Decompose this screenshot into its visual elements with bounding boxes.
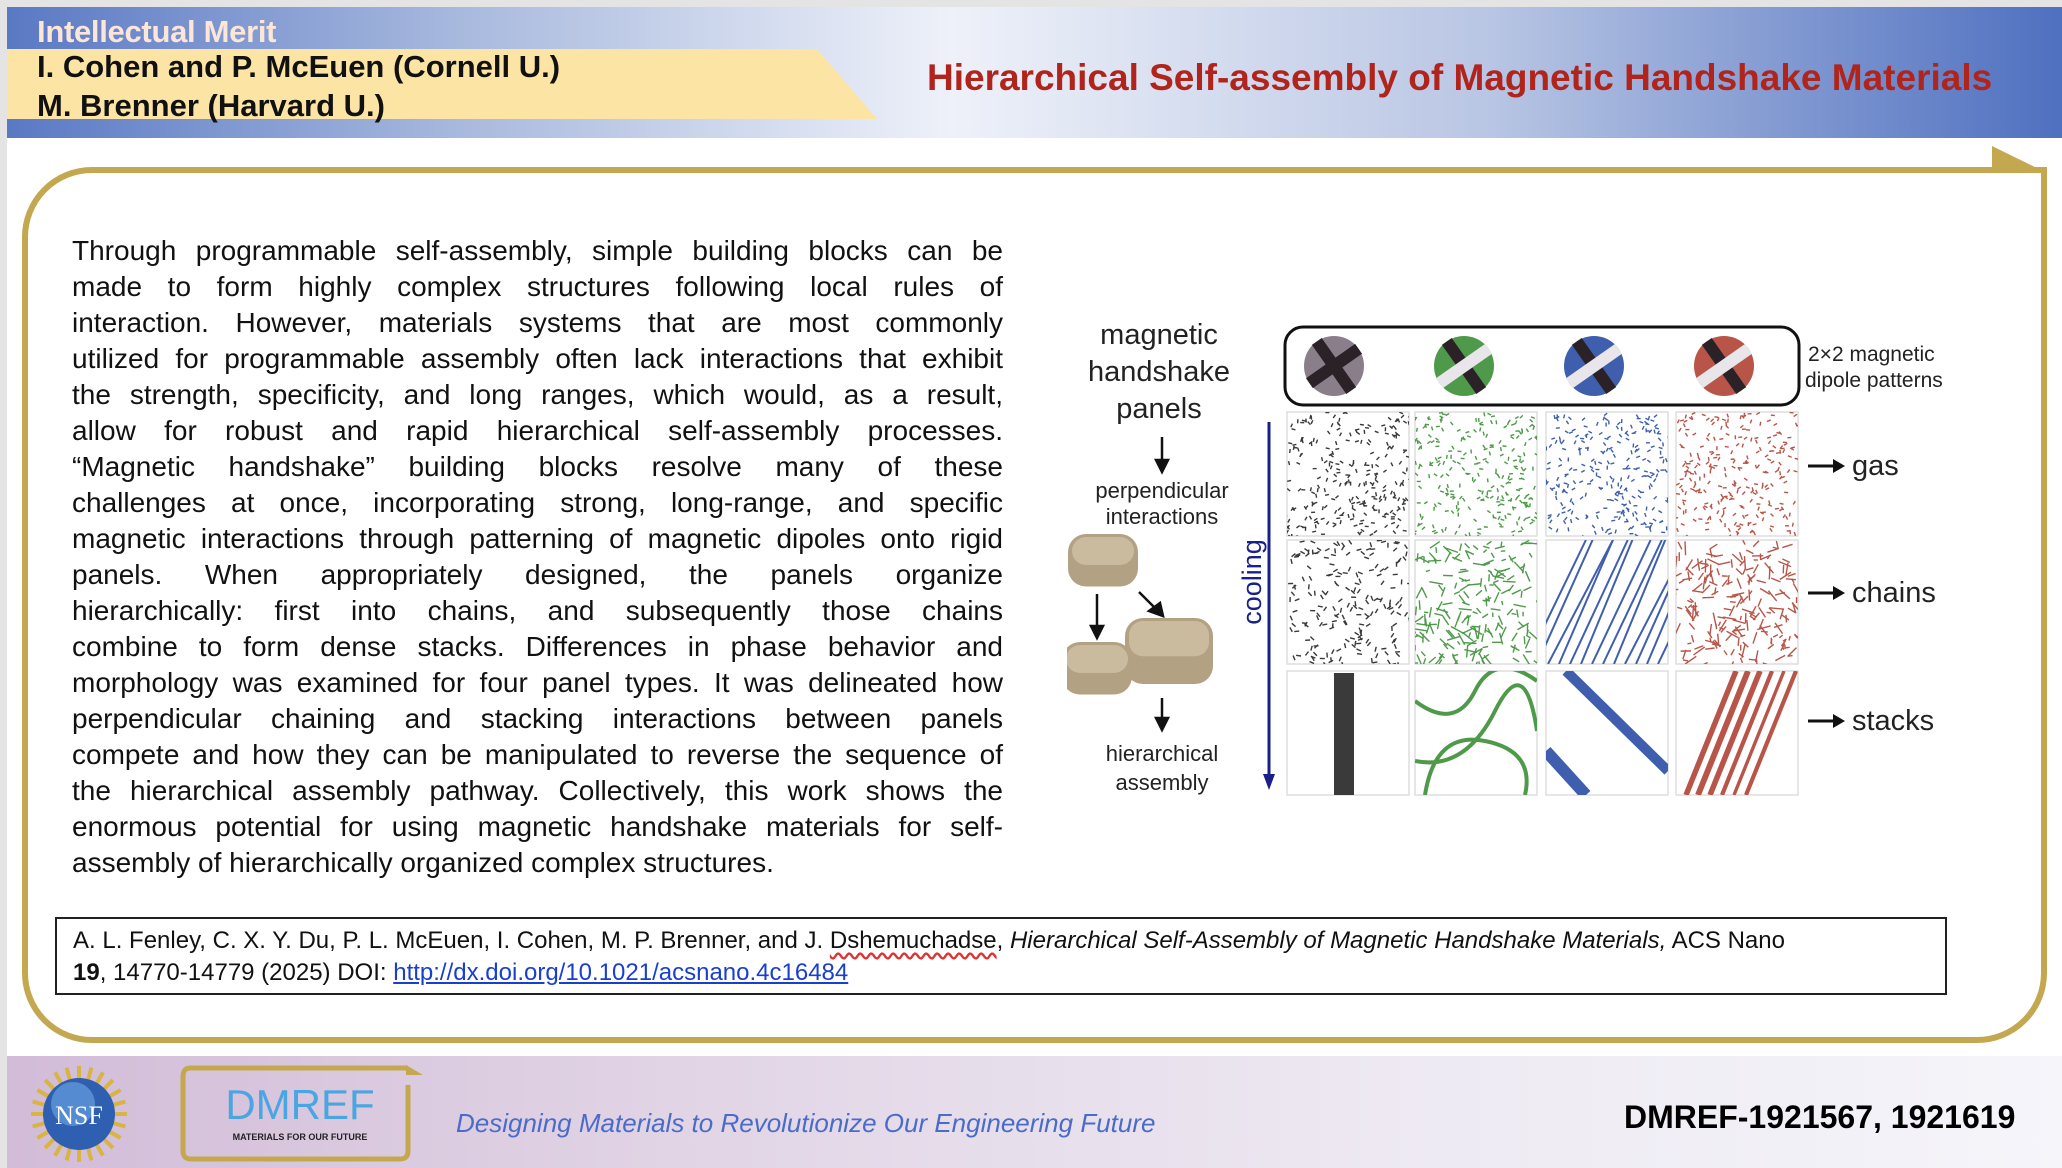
mid-label: interactions	[1105, 504, 1219, 529]
footer	[7, 1056, 2062, 1168]
row-label-text: stacks	[1852, 705, 1935, 737]
dmref-logo-sub: MATERIALS FOR OUR FUTURE	[232, 1132, 368, 1142]
paragraph-line: allow for robust and rapid hierarchical self-assembly processes.	[72, 415, 1003, 446]
citation-title: Hierarchical Self-Assembly of Magnetic Handshake Materials,	[1009, 927, 1667, 954]
row-label-text: gas	[1852, 450, 1899, 482]
simulation-grid	[1284, 412, 1802, 797]
citation-pages: , 14770-14779 (2025) DOI:	[99, 959, 394, 986]
nsf-logo-text: NSF	[55, 1101, 103, 1130]
citation-journal: ACS Nano	[1666, 927, 1785, 954]
sim-cell-stacks	[1415, 668, 1537, 795]
magnet-panel-icon	[1564, 336, 1624, 396]
left-label: magnetic	[1100, 319, 1218, 351]
paragraph-line: the strength, specificity, and long ranges, which would, as a result,	[72, 379, 1003, 410]
sim-cell-chains	[1287, 540, 1412, 669]
sim-cell-gas	[1674, 412, 1801, 539]
body-paragraph	[72, 233, 1003, 881]
citation-sep: ,	[996, 927, 1010, 954]
section-label: Intellectual Merit	[37, 14, 277, 49]
sim-cell-chains	[1669, 540, 1802, 669]
paragraph-line: hierarchically: first into chains, and subsequently those chains	[72, 595, 1003, 626]
sim-cell-stacks	[1546, 671, 1668, 795]
paragraph-line: “Magnetic handshake” building blocks resolve many of these	[72, 451, 1003, 482]
citation-box	[55, 917, 1947, 995]
paragraph-line: interaction. However, materials systems that are most commonly	[72, 307, 1003, 338]
paragraph-line: magnetic interactions through patterning of magnetic dipoles onto rigid	[72, 523, 1003, 554]
sim-cell-chains	[1407, 540, 1541, 671]
magnet-panel-icon	[1434, 336, 1494, 396]
paragraph-line: Through programmable self-assembly, simple building blocks can be	[72, 235, 1003, 266]
paragraph-line: enormous potential for using magnetic handshake materials for self-	[72, 811, 1003, 842]
row-label-gas	[1808, 450, 1899, 482]
award-numbers: DMREF-1921567, 1921619	[1624, 1099, 2016, 1135]
citation-volume: 19	[73, 959, 100, 986]
tagline: Designing Materials to Revolutionize Our Engineering Future	[456, 1108, 1156, 1138]
nsf-logo	[29, 1064, 129, 1164]
magnet-panel-icon	[1304, 336, 1364, 396]
paragraph-line: the hierarchical assembly pathway. Collectively, this work shows the	[72, 775, 1003, 806]
sim-cell-stacks	[1676, 671, 1798, 795]
dipole-label: 2×2 magnetic	[1808, 343, 1935, 366]
sim-cell-stacks	[1287, 671, 1409, 797]
paragraph-line: morphology was examined for four panel types. It was delineated how	[72, 667, 1003, 698]
paragraph-line: made to form highly complex structures following local rules of	[72, 271, 1003, 302]
citation-authors: A. L. Fenley, C. X. Y. Du, P. L. McEuen, I. Cohen, M. P. Brenner, and J.	[73, 927, 830, 954]
doi-link[interactable]: http://dx.doi.org/10.1021/acsnano.4c16484	[393, 959, 849, 986]
magnet-panels	[1304, 336, 1754, 396]
sim-cell-gas	[1284, 412, 1413, 538]
sim-cell-gas	[1546, 412, 1671, 538]
paragraph-line: assembly of hierarchically organized complex structures.	[72, 847, 774, 878]
panel-cube	[1125, 618, 1213, 684]
cooling-axis	[1237, 422, 1275, 790]
sim-cell-gas	[1413, 412, 1539, 538]
citation-author-flagged: Dshemuchadse	[829, 927, 997, 954]
paragraph-line: panels. When appropriately designed, the panels organize	[72, 559, 1003, 590]
dmref-logo	[178, 1065, 423, 1162]
dipole-label: dipole patterns	[1805, 369, 1943, 392]
slide	[7, 7, 2062, 1168]
panel-cube	[1068, 534, 1138, 587]
hierarchical-assembly-figure	[1067, 312, 1977, 802]
panel-cube	[1067, 642, 1132, 695]
paragraph-line: challenges at once, incorporating strong, long-range, and specific	[72, 487, 1003, 518]
paragraph-line: perpendicular chaining and stacking interactions between panels	[72, 703, 1003, 734]
header-banner	[7, 7, 2062, 138]
left-label: handshake	[1088, 356, 1230, 388]
left-label: panels	[1116, 393, 1202, 425]
magnet-panel-icon	[1694, 336, 1754, 396]
row-label-text: chains	[1852, 577, 1936, 609]
dmref-logo-text: DMREF	[225, 1081, 375, 1128]
page-title: Hierarchical Self-assembly of Magnetic Handshake Materials	[927, 57, 1993, 98]
mid-label: perpendicular	[1095, 478, 1229, 503]
bottom-label: assembly	[1115, 770, 1209, 795]
panel-cubes	[1067, 534, 1213, 695]
row-label-stacks	[1808, 705, 1934, 737]
cooling-label: cooling	[1237, 539, 1267, 625]
paragraph-line: compete and how they can be manipulated to reverse the sequence of	[72, 739, 1003, 770]
paragraph-line: combine to form dense stacks. Differences in phase behavior and	[72, 631, 1003, 662]
author-line: M. Brenner (Harvard U.)	[37, 88, 385, 123]
bottom-label: hierarchical	[1105, 741, 1219, 766]
row-label-chains	[1808, 577, 1936, 609]
author-line: I. Cohen and P. McEuen (Cornell U.)	[37, 49, 561, 84]
paragraph-line: utilized for programmable assembly often lack interactions that exhibit	[72, 343, 1003, 374]
